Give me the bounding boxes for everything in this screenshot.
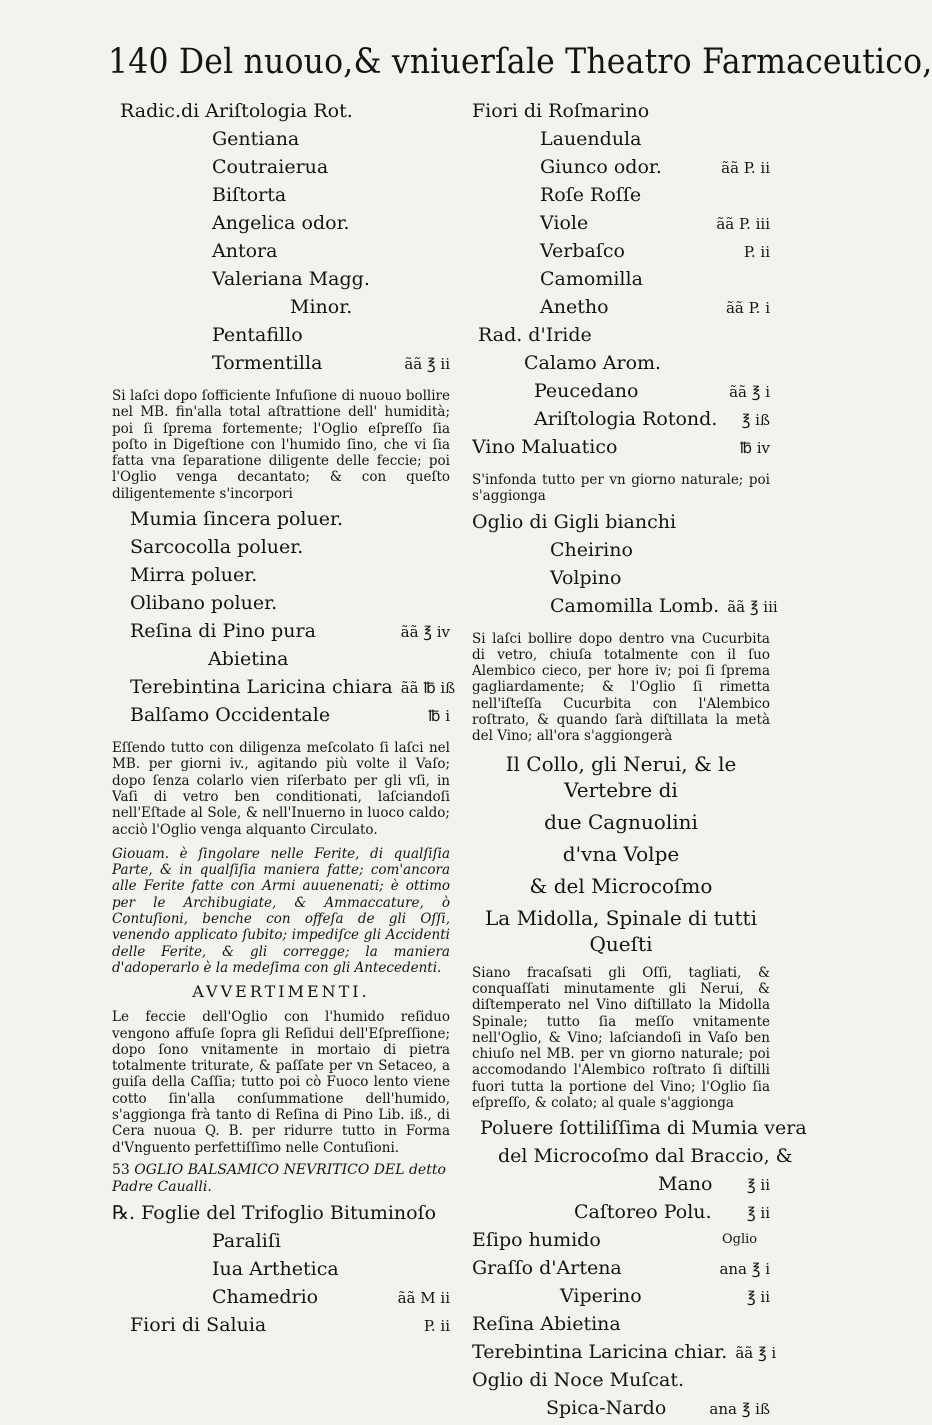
- ingredient-name: Mano: [658, 1173, 713, 1196]
- ingredient-row: [112, 212, 450, 240]
- ingredient-name: Reſina Abietina: [472, 1313, 621, 1336]
- ingredient-name: Calamo Arom.: [524, 352, 662, 374]
- ingredient-name: Pentafillo: [212, 324, 303, 346]
- ingredient-quantity: P. ii: [743, 243, 770, 261]
- ingredient-quantity: ãã ℥ iii: [727, 597, 778, 616]
- ingredient-row: [472, 1397, 770, 1425]
- ingredient-name: Terebintina Laricina chiar.: [472, 1341, 728, 1364]
- ingredient-list-r1: [472, 100, 770, 464]
- ingredient-row: [472, 436, 770, 464]
- ingredient-name: Biſtorta: [212, 184, 287, 206]
- ingredient-quantity: ana ℥ i: [719, 1260, 770, 1279]
- ingredient-name: Verbaſco: [540, 240, 625, 262]
- ingredient-row: [112, 704, 450, 732]
- ingredient-name: Cheirino: [550, 538, 633, 561]
- heading-line: due Cagnuolini: [544, 809, 698, 834]
- ingredient-row: [472, 324, 770, 352]
- ingredient-row: [112, 100, 450, 128]
- ingredient-row: [112, 508, 450, 536]
- ingredient-name: Paraliſi: [212, 1229, 281, 1252]
- ingredient-name: del Microcoſmo dal Braccio, &: [498, 1145, 793, 1168]
- heading-line: Il Collo, gli Nerui, & le Vertebre di: [505, 751, 737, 802]
- ingredient-name: Lauendula: [540, 128, 642, 150]
- ingredient-row: [112, 128, 450, 156]
- ingredient-row: [112, 296, 450, 324]
- ingredient-row: [472, 1341, 777, 1369]
- ingredient-name: Roſe Roſſe: [540, 184, 642, 206]
- ingredient-name: Mirra poluer.: [130, 564, 258, 587]
- ingredient-quantity: P. ii: [423, 1316, 450, 1335]
- ingredient-name: Gentiana: [212, 128, 300, 150]
- ingredient-name: Sarcocolla poluer.: [130, 536, 304, 559]
- ingredient-row: [472, 352, 770, 380]
- ingredient-quantity: ãã ℥ iv: [400, 623, 450, 642]
- ingredient-name: Giunco odor.: [540, 156, 662, 178]
- ingredient-row: [112, 648, 450, 676]
- ingredient-row: [472, 1285, 770, 1313]
- ingredient-row: [472, 128, 770, 156]
- ingredient-row: [472, 240, 770, 268]
- ingredient-row: [112, 620, 450, 648]
- ingredient-row: [472, 1313, 770, 1341]
- ingredient-name: Rad. d'Iride: [478, 324, 592, 346]
- ingredient-quantity: ãã ℥ ii: [404, 355, 450, 373]
- ingredient-name: Olibano poluer.: [130, 592, 278, 615]
- ingredient-name: Oglio di Noce Muſcat.: [472, 1369, 685, 1392]
- ingredient-row: [112, 240, 450, 268]
- ingredient-quantity: ãã P. i: [725, 299, 770, 317]
- ingredient-name: Caſtoreo Polu.: [574, 1201, 712, 1224]
- ingredient-row: [472, 1117, 807, 1145]
- ingredient-name: Poluere ſottiliſſima di Mumia vera: [480, 1117, 807, 1140]
- ingredient-name: Graſſo d'Artena: [472, 1257, 622, 1280]
- instruction-paragraph-r1: S'infonda tutto per vn giorno naturale; poi s'aggionga: [472, 472, 770, 505]
- ingredient-row: [472, 1257, 770, 1285]
- ingredient-row: [112, 268, 450, 296]
- ingredient-name: Ariſtologia Rotond.: [534, 408, 718, 430]
- recipe-number: 53: [112, 1161, 130, 1178]
- instruction-paragraph-1: Si laſci dopo ſofficiente Infuſione di nuouo bollire nel MB. fin'alla total aſtrattione dell' humidità; poi ſi ſprema fortemente; l'Oglio eſpreſſo ſia poſto in Digeſtione con l'humido ſino, che vi ſia fatta vna ſeparatione diligente delle feccie; poi l'Oglio venga decantato; & con queſto diligentemente s'incorpori: [112, 388, 450, 502]
- ingredient-name: Peucedano: [534, 380, 639, 402]
- ingredient-name: Volpino: [550, 566, 622, 589]
- ingredient-quantity: ãã ℔ iß: [400, 679, 456, 698]
- instruction-paragraph-r3: Siano fracaſsati gli Oſſi, tagliati, & conquaſſati minutamente gli Nerui, & diſtemperato nel Vino diſtillato la Midolla Spinale; tutto ſia meſſo vnitamente nell'Oglio, & Vino; laſciandoſi in Vaſo ben chiuſo nel MB. per vn giorno naturale; poi accomodando l'Alembico roſtrato ſi diſtilli fuori tutta la portione del Vino; l'Oglio ſia eſpreſſo, & colato; al quale s'aggionga: [472, 964, 770, 1112]
- ingredient-list-1: [112, 100, 450, 380]
- ingredient-row: [472, 380, 770, 408]
- ingredient-name: Tormentilla: [212, 352, 323, 374]
- ingredient-name: Spica-Nardo: [546, 1397, 667, 1420]
- instruction-paragraph-r2: Si laſci bollire dopo dentro vna Cucurbita di vetro, chiuſa totalmente con il ſuo Alembico cieco, per hore iv; poi ſi ſprema gagliardamente; & l'Oglio ſi rimetta nell'iſteſſa Cucurbita con l'Alembico roſtrato, & quando ſarà diſtillata la metà del Vino; all'ora s'aggiongerà: [472, 630, 770, 745]
- ingredient-quantity: ℥ ii: [746, 1288, 770, 1307]
- instruction-paragraph-2: Eſſendo tutto con diligenza meſcolato ſi laſci nel MB. per giorni iv., agitando più volte il Vaſo; dopo ſenza colarlo vien riſerbato per gli vſi, in Vaſi di vetro ben conditionati, laſciandoſi nell'Eſtade al Sole, & nell'Inuerno in luoco caldo; acciò l'Oglio venga alquanto Circulato.: [112, 740, 450, 838]
- ingredient-name: Minor.: [290, 296, 353, 318]
- ingredient-name: Eſipo humido: [472, 1229, 601, 1252]
- ingredient-name: Camomilla: [540, 268, 643, 290]
- left-column: [112, 100, 456, 1342]
- ingredient-name: Valeriana Magg.: [212, 268, 370, 290]
- ingredient-name: Terebintina Laricina chiara: [130, 676, 393, 699]
- ingredient-row: [112, 1258, 450, 1286]
- heading-line: La Midolla, Spinale di tutti Queſti: [485, 905, 757, 956]
- ingredient-row: [472, 511, 770, 539]
- ingredient-quantity: ℥ ii: [746, 1176, 770, 1195]
- ingredient-row: [112, 324, 450, 352]
- ingredient-row: [472, 567, 770, 595]
- ingredient-name: Fiori di Roſmarino: [472, 100, 650, 122]
- recipe-title-text: OGLIO BALSAMICO NEVRITICO DEL detto Padre Caualli.: [112, 1161, 446, 1195]
- ingredient-list-r2: [472, 510, 778, 623]
- ingredient-row: [112, 156, 450, 184]
- ingredient-list-2: [112, 508, 456, 732]
- ingredient-row: [472, 1173, 770, 1201]
- ingredient-quantity: ãã ℥ i: [735, 1344, 777, 1363]
- ingredient-name: Mumia ſincera poluer.: [130, 508, 344, 531]
- ingredient-quantity: ℔ i: [428, 707, 450, 726]
- ingredient-row: [472, 212, 770, 240]
- ingredient-quantity: ãã ℥ i: [729, 383, 770, 401]
- ingredient-row: [472, 1201, 770, 1229]
- ingredient-name: Anetho: [540, 296, 609, 318]
- ingredient-quantity: ℥ ii: [746, 1204, 770, 1223]
- ingredient-row: [112, 184, 450, 212]
- ingredient-row: [472, 594, 778, 623]
- recipe-title: [112, 1162, 450, 1196]
- virtues-paragraph: Giouam. è ſingolare nelle Ferite, di qualſiſia Parte, & in qualſiſia maniera fatte; com'ancora alle Ferite fatte con Armi auuenenati; è ottimo per le Archibugiate, & Ammaccature, ò Contuſioni, benche con offeſa de gli Oſſi, venendo applicato ſubito; impediſce gli Accidenti delle Ferite, & gli corregge; la maniera d'adoperarlo è la medeſima con gli Antecedenti.: [112, 845, 450, 976]
- ingredient-name: Antora: [212, 240, 278, 262]
- ingredient-quantity: ana ℥ iß: [709, 1400, 770, 1419]
- ingredient-name: Fiori di Saluia: [130, 1313, 267, 1336]
- ingredient-name: Chamedrio: [212, 1285, 319, 1308]
- ingredient-name: Balſamo Occidentale: [130, 704, 331, 727]
- ingredient-name: Viole: [540, 212, 589, 234]
- avvertimenti-paragraph: Le feccie dell'Oglio con l'humido reſiduo vengono affuſe ſopra gli Reſidui dell'Eſpreſſione; dopo ſono vnitamente in mortaio di pietra totalmente triturate, & paſſate per vn Setaceo, a guiſa della Caſſia; tutto poi cò Fuoco lento viene cotto ſin'alla conſummatione dell'humido, s'aggionga frà tanto di Reſina di Pino Lib. iß., di Cera nuoua Q. B. per ridurre tutto in Forma d'Vnguento perfettiſſimo nelle Contuſioni.: [112, 1009, 450, 1156]
- ingredient-name: Abietina: [208, 648, 289, 671]
- heading-line: & del Microcoſmo: [529, 873, 713, 898]
- heading-line: d'vna Volpe: [562, 841, 680, 866]
- right-column: [472, 100, 807, 1425]
- ingredient-row: [472, 268, 770, 296]
- ingredient-name: ℞. Foglie del Trifoglio Bituminoſo: [112, 1201, 437, 1224]
- ingredient-row: [112, 352, 450, 380]
- ingredient-quantity: ãã P. ii: [721, 159, 770, 177]
- ingredient-quantity: ãã M ii: [397, 1288, 450, 1307]
- ingredient-list-3: [112, 1202, 450, 1342]
- ingredient-row: [112, 592, 450, 620]
- ingredient-row: [112, 564, 450, 592]
- ingredient-row: [472, 184, 770, 212]
- ingredient-name: Coutraierua: [212, 156, 329, 178]
- ingredient-name: Radic.di Ariſtologia Rot.: [120, 100, 353, 122]
- ingredient-row: [472, 408, 770, 436]
- microcosm-heading: [472, 751, 770, 957]
- ingredient-name: Viperino: [560, 1285, 642, 1308]
- ingredient-row: [112, 536, 450, 564]
- ingredient-row: [472, 156, 770, 184]
- ingredient-quantity: ℥ iß: [741, 411, 770, 429]
- ingredient-name: Iua Arthetica: [212, 1257, 339, 1280]
- ingredient-row: [112, 1314, 450, 1342]
- catchword: Oglio: [722, 1232, 758, 1247]
- ingredient-row: [472, 1369, 770, 1397]
- ingredient-name: Vino Maluatico: [472, 436, 618, 458]
- ingredient-name: Camomilla Lomb.: [550, 594, 720, 617]
- ingredient-name: Reſina di Pino pura: [130, 620, 316, 643]
- ingredient-row: [112, 676, 456, 704]
- ingredient-name: Angelica odor.: [212, 212, 350, 234]
- ingredient-row: [472, 100, 770, 128]
- ingredient-quantity: ãã P. iii: [716, 215, 770, 233]
- ingredient-row: [472, 296, 770, 324]
- ingredient-row: [112, 1202, 450, 1230]
- avvertimenti-heading: AVVERTIMENTI.: [192, 982, 370, 1002]
- ingredient-row: [112, 1286, 450, 1314]
- ingredient-row: [472, 539, 770, 567]
- ingredient-name: Oglio di Gigli bianchi: [472, 510, 677, 533]
- ingredient-list-r3: [472, 1117, 807, 1425]
- ingredient-quantity: ℔ iv: [739, 439, 770, 457]
- running-head: 140 Del nuouo,& vniuerſale Theatro Farmaceutico,: [108, 42, 932, 82]
- ingredient-row: [472, 1145, 793, 1173]
- ingredient-row: [112, 1230, 450, 1258]
